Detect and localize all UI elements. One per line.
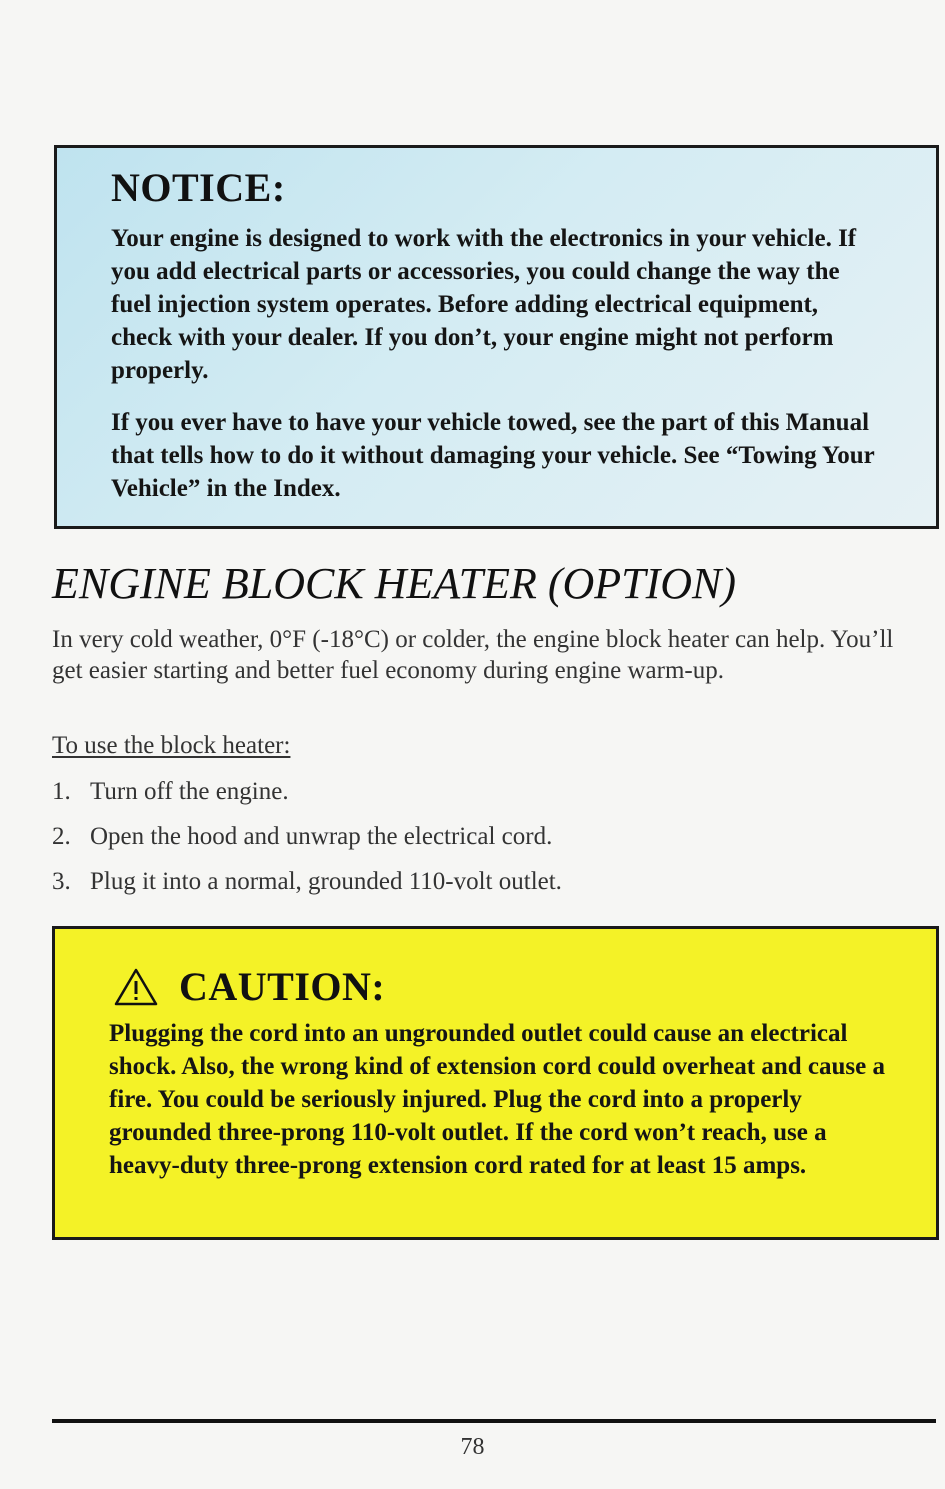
section-heading: ENGINE BLOCK HEATER (OPTION) (52, 559, 737, 608)
step-item (52, 866, 562, 911)
step-item (52, 776, 562, 821)
caution-text: Plugging the cord into an ungrounded outlet could cause an electrical shock. Also, the wrong kind of extension cord could overheat and cause a fire. You could be seriously injured. Plug the cord into a properly grounded three-prong 110-volt outlet. If the cord won’t reach, use a heavy-duty three-prong extension cord rated for at least 15 amps. (109, 1020, 885, 1179)
notice-paragraph-towing: If you ever have to have your vehicle towed, see the part of this Manual that tells how to do it without damaging your vehicle. See “Towing Your Vehicle” in the Index. (111, 409, 875, 502)
step-number: 1. (52, 778, 71, 805)
step-number: 3. (52, 868, 71, 895)
notice-title: NOTICE: (111, 165, 286, 210)
footer-divider (52, 1419, 936, 1423)
instructions-heading: To use the block heater: (52, 732, 291, 759)
step-text: Turn off the engine. (90, 778, 289, 805)
page-number: 78 (460, 1434, 485, 1460)
step-item (52, 821, 562, 866)
caution-box (52, 926, 939, 1240)
caution-header (113, 963, 385, 1010)
steps-list (52, 776, 562, 911)
step-text: Plug it into a normal, grounded 110-volt outlet. (90, 868, 562, 895)
step-text: Open the hood and unwrap the electrical cord. (90, 823, 553, 850)
step-number: 2. (52, 823, 71, 850)
notice-box (54, 145, 939, 529)
intro-paragraph: In very cold weather, 0°F (-18°C) or colder, the engine block heater can help. You’ll get easier starting and better fuel economy during engine warm-up. (52, 626, 894, 684)
caution-title: CAUTION: (179, 964, 386, 1009)
notice-paragraph-electronics: Your engine is designed to work with the electronics in your vehicle. If you add electrical parts or accessories, you could change the way the fuel injection system operates. Before adding electrical equipment, check with your dealer. If you don’t, your engine might not perform properly. (111, 225, 857, 384)
warning-triangle-icon (113, 967, 159, 1007)
